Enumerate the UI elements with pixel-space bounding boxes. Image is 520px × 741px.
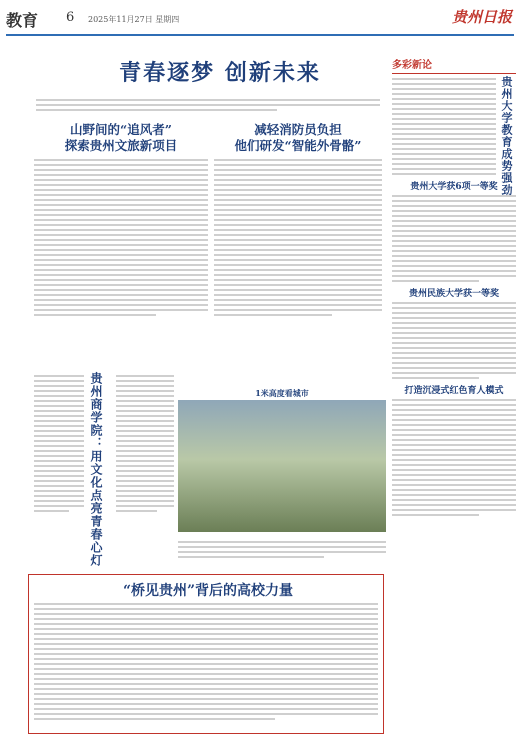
main-headline: 青春逐梦 创新未来 xyxy=(119,60,321,86)
middle-lower-body xyxy=(116,372,174,515)
newspaper-logo: 贵州日报 xyxy=(451,8,512,26)
right-subtitle-1: 贵州大学获6项一等奖 xyxy=(410,182,498,192)
article-2-body xyxy=(214,159,382,316)
article-2-subtitle: 他们研发“智能外骨骼” xyxy=(234,137,362,153)
right-column-body xyxy=(392,78,496,175)
left-lower-body xyxy=(34,372,84,515)
vertical-headline-text: 贵州商学院：用文化点亮青春心灯 xyxy=(89,372,103,567)
article-1-title: 山野间的“追风者” xyxy=(70,122,172,137)
lead-paragraph xyxy=(36,96,380,114)
photo-caption-body xyxy=(178,538,386,561)
right-column-header: 多彩新论 xyxy=(392,56,516,74)
issue-date: 2025年11月27日 星期四 xyxy=(88,15,180,24)
right-column xyxy=(392,56,516,519)
section-name: 教育 xyxy=(6,11,39,30)
right-subtitle-2: 贵州民族大学获一等奖 xyxy=(408,289,499,299)
article-2 xyxy=(214,122,382,319)
article-1-subtitle: 探索贵州文旅新项目 xyxy=(64,137,178,153)
vertical-headline-left xyxy=(88,372,112,572)
bottom-feature-body xyxy=(34,600,378,723)
news-photo xyxy=(178,400,386,532)
right-vertical-title: 贵州大学教育成势强劲 xyxy=(500,76,513,196)
article-2-title: 减轻消防员负担 xyxy=(254,122,342,137)
photo-caption-title: 1米高度看城市 xyxy=(255,388,309,398)
article-1 xyxy=(34,122,208,319)
bottom-feature-title: “桥见贵州”背后的高校力量 xyxy=(122,583,294,599)
masthead xyxy=(6,6,514,36)
right-subtitle-3: 打造沉浸式红色育人模式 xyxy=(404,386,504,396)
article-1-body xyxy=(34,159,208,316)
page-number: 6 xyxy=(66,10,75,25)
